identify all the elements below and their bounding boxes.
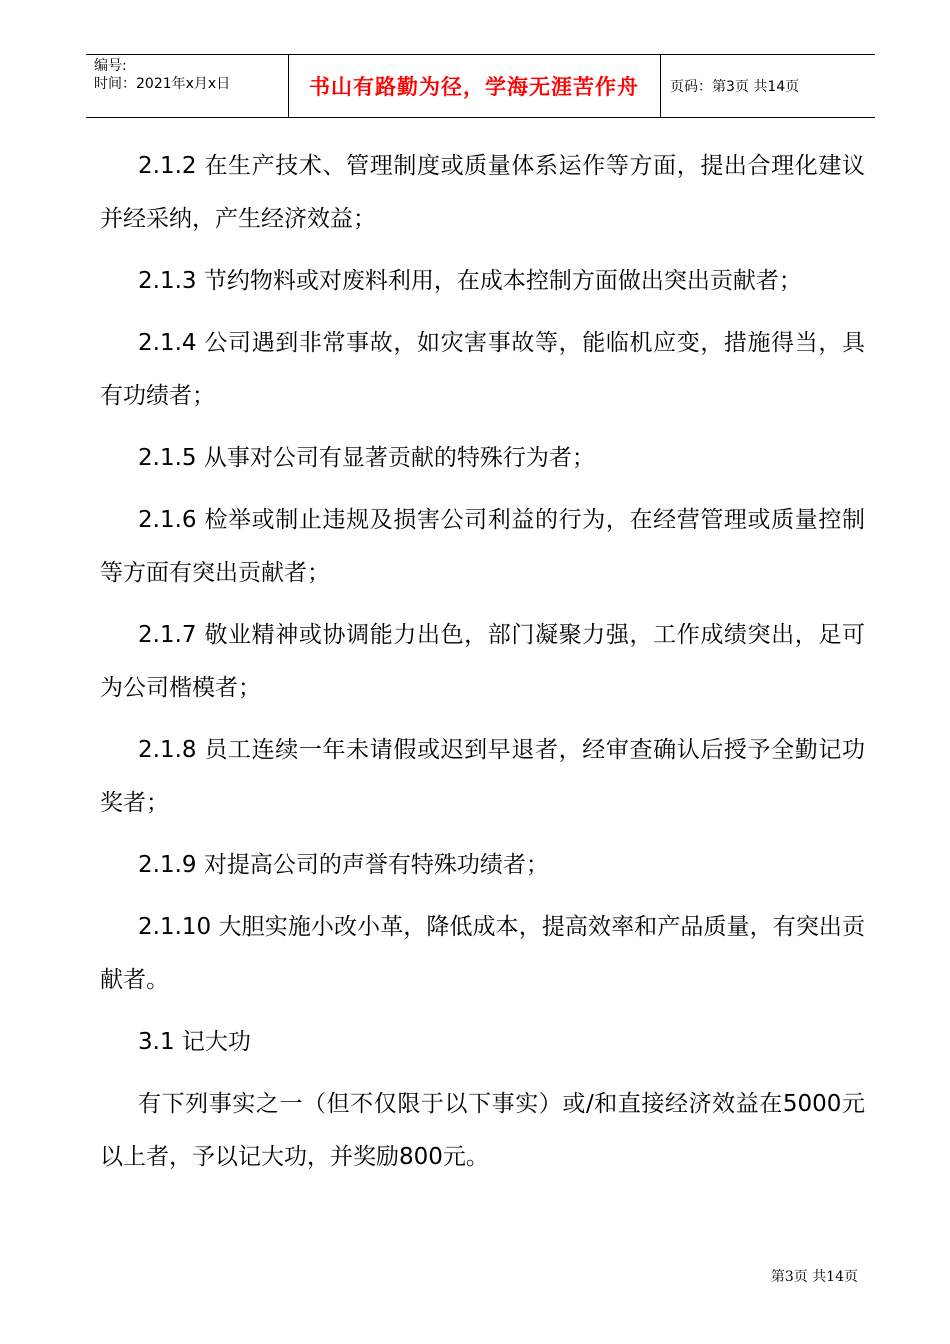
paragraph: 2.1.4 公司遇到非常事故，如灾害事故等，能临机应变，措施得当，具有功绩者；	[100, 330, 865, 409]
document-number-label: 编号:	[94, 58, 127, 74]
paragraph: 2.1.2 在生产技术、管理制度或质量体系运作等方面，提出合理化建议并经采纳，产生经济效益；	[100, 153, 865, 232]
section-heading: 3.1 记大功	[138, 1029, 251, 1055]
page-header	[86, 54, 875, 118]
paragraph: 2.1.8 员工连续一年未请假或迟到早退者，经审查确认后授予全勤记功奖者；	[100, 737, 865, 816]
header-divider	[660, 55, 661, 117]
paragraph: 有下列事实之一（但不仅限于以下事实）或/和直接经济效益在5000元以上者，予以记大功，并奖励800元。	[100, 1091, 865, 1170]
document-body	[100, 140, 865, 1193]
document-time-label: 时间：2021年x月x日	[94, 76, 231, 92]
paragraph: 2.1.3 节约物料或对废料利用，在成本控制方面做出突出贡献者；	[138, 268, 802, 294]
paragraph: 2.1.5 从事对公司有显著贡献的特殊行为者；	[138, 445, 595, 471]
header-page-number: 页码：第3页 共14页	[670, 79, 800, 95]
page-footer-number: 第3页 共14页	[770, 1269, 858, 1285]
header-meta	[94, 57, 230, 93]
header-motto: 书山有路勤为径，学海无涯苦作舟	[309, 75, 639, 99]
paragraph: 2.1.6 检举或制止违规及损害公司利益的行为，在经营管理或质量控制等方面有突出贡献者；	[100, 507, 865, 586]
paragraph: 2.1.9 对提高公司的声誉有特殊功绩者；	[138, 852, 549, 878]
paragraph: 2.1.10 大胆实施小改小革，降低成本，提高效率和产品质量，有突出贡献者。	[100, 914, 865, 993]
paragraph: 2.1.7 敬业精神或协调能力出色，部门凝聚力强，工作成绩突出，足可为公司楷模者；	[100, 622, 865, 701]
